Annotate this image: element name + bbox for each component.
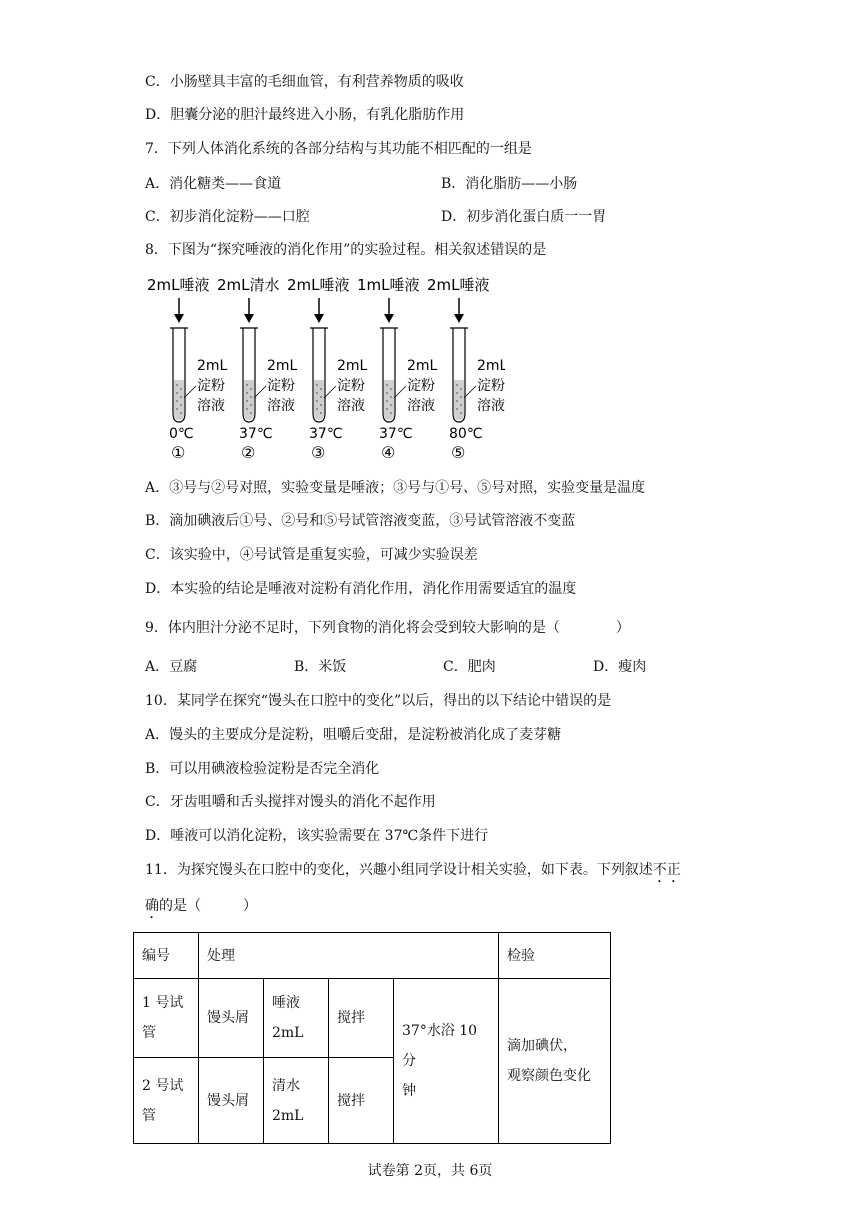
solution-dot: [390, 388, 392, 390]
solution-dot: [250, 388, 252, 390]
table-cell: 检验: [499, 933, 611, 979]
solution-dot: [246, 384, 248, 386]
option-line: C．初步消化淀粉——口腔: [145, 209, 310, 225]
solution-dot: [176, 400, 178, 402]
solution-dot: [176, 392, 178, 394]
option-line: D．本实验的结论是唾液对淀粉有消化作用，消化作用需要适宜的温度: [145, 581, 577, 597]
solution-dot: [246, 408, 248, 410]
tube-side-label: 淀粉: [197, 378, 225, 394]
solution-dot: [180, 396, 182, 398]
cell-line: 1 号试: [142, 995, 184, 1011]
table-row: [134, 979, 611, 1058]
option-line: B．滴加碘液后①号、②号和⑤号试管溶液变蓝，③号试管溶液不变蓝: [145, 513, 576, 529]
table-cell: 搅拌: [329, 1058, 394, 1144]
table-cell: 馒头屑: [199, 1058, 264, 1144]
label-pointer: [184, 386, 196, 398]
emphasis-text: 不正: [652, 862, 681, 878]
solution-dot: [390, 412, 392, 414]
arrow-head: [174, 314, 184, 323]
tube-side-label: 2mL: [407, 358, 438, 374]
tube-top-label: 2mL唾液: [287, 276, 350, 294]
cell-line: 管: [142, 1025, 156, 1041]
question-11-text: 11．为探究馒头在口腔中的变化，兴趣小组同学设计相关实验，如下表。下列叙述: [145, 862, 653, 878]
test-tubes-diagram: [145, 268, 505, 468]
tube-side-label: 溶液: [267, 398, 295, 414]
tube-temperature: 0℃: [169, 426, 194, 442]
table-cell: [134, 979, 199, 1058]
cell-line: 唾液: [272, 995, 300, 1011]
cell-line: 37°水浴 10 分: [402, 1023, 478, 1069]
solution-dot: [456, 400, 458, 402]
cell-line: 钟: [402, 1083, 416, 1099]
label-pointer: [394, 386, 406, 398]
solution-dot: [390, 404, 392, 406]
solution-dot: [386, 400, 388, 402]
solution-dot: [390, 396, 392, 398]
question-9: 9．体内胆汁分泌不足时，下列食物的消化将会受到较大影响的是（ ）: [145, 620, 630, 636]
tube-side-label: 溶液: [197, 398, 225, 414]
solution-dot: [316, 384, 318, 386]
solution-dot: [460, 396, 462, 398]
label-pointer: [464, 386, 476, 398]
option-line: C．牙齿咀嚼和舌头搅拌对馒头的消化不起作用: [145, 794, 436, 810]
tube-number: ④: [381, 443, 396, 462]
cell-line: 2 号试: [142, 1077, 184, 1094]
cell-line: 管: [142, 1107, 156, 1124]
solution-dot: [460, 388, 462, 390]
solution-dot: [320, 396, 322, 398]
cell-line: 滴加碘伏，: [507, 1038, 577, 1054]
arrow-head: [384, 314, 394, 323]
arrow-head: [454, 314, 464, 323]
solution-dot: [320, 404, 322, 406]
tube-number: ②: [241, 443, 256, 462]
tube-side-label: 2mL: [267, 358, 298, 374]
tube-number: ③: [311, 443, 326, 462]
tube-side-label: 溶液: [477, 398, 505, 414]
tube-side-label: 2mL: [337, 358, 368, 374]
option-line: C．小肠壁具丰富的毛细血管，有利营养物质的吸收: [145, 74, 464, 90]
tube-top-label: 2mL唾液: [147, 276, 210, 294]
question-11-cont: [145, 896, 257, 922]
option-line: D．胆囊分泌的胆汁最终进入小肠，有乳化脂肪作用: [145, 107, 465, 123]
label-pointer: [324, 386, 336, 398]
solution-dot: [180, 388, 182, 390]
solution-dot: [320, 388, 322, 390]
arrow-head: [314, 314, 324, 323]
solution-dot: [320, 412, 322, 414]
question-11-text: 的是（ ）: [159, 898, 257, 914]
table-cell: 编号: [134, 933, 199, 979]
starch-solution: [384, 380, 394, 420]
table-cell: [264, 1058, 329, 1144]
cell-line: 2mL: [272, 1107, 304, 1124]
table-cell: 馒头屑: [199, 979, 264, 1058]
emphasis-text: 确: [145, 898, 159, 914]
table-cell: [394, 979, 499, 1144]
starch-solution: [244, 380, 254, 420]
cell-line: 2mL: [272, 1025, 304, 1041]
solution-dot: [316, 392, 318, 394]
solution-dot: [386, 384, 388, 386]
cell-line: 观察颜色变化: [507, 1068, 591, 1084]
option-line: A．③号与②号对照，实验变量是唾液；③号与①号、⑤号对照，实验变量是温度: [145, 480, 646, 496]
solution-dot: [176, 384, 178, 386]
starch-solution: [454, 380, 464, 420]
solution-dot: [246, 400, 248, 402]
option-line: D．唾液可以消化淀粉，该实验需要在 37℃条件下进行: [145, 828, 489, 844]
tube-side-label: 淀粉: [337, 378, 365, 394]
arrow-head: [244, 314, 254, 323]
starch-solution: [314, 380, 324, 420]
tube-temperature: 37℃: [309, 426, 343, 442]
option-line: D．瘦肉: [593, 659, 647, 675]
question-11: [145, 860, 681, 886]
tube-side-label: 淀粉: [477, 378, 505, 394]
solution-dot: [316, 408, 318, 410]
tube-temperature: 37℃: [239, 426, 273, 442]
option-line: C．肥肉: [443, 659, 496, 675]
tube-side-label: 淀粉: [267, 378, 295, 394]
option-line: A．消化糖类——食道: [145, 176, 282, 192]
solution-dot: [176, 408, 178, 410]
tube-side-label: 溶液: [337, 398, 365, 414]
tube-temperature: 37℃: [379, 426, 413, 442]
tube-top-label: 2mL唾液: [427, 276, 490, 294]
solution-dot: [180, 404, 182, 406]
experiment-table: [133, 932, 611, 1144]
solution-dot: [386, 408, 388, 410]
tube-number: ⑤: [451, 443, 466, 462]
label-pointer: [254, 386, 266, 398]
solution-dot: [456, 392, 458, 394]
tube-temperature: 80℃: [449, 426, 483, 442]
table-row: [134, 933, 611, 979]
tube-top-label: 2mL清水: [217, 276, 280, 294]
tube-side-label: 2mL: [477, 358, 505, 374]
tube-side-label: 溶液: [407, 398, 435, 414]
tube-side-label: 淀粉: [407, 378, 435, 394]
solution-dot: [460, 404, 462, 406]
table-cell: 搅拌: [329, 979, 394, 1058]
option-line: D．初步消化蛋白质一一胃: [441, 209, 607, 225]
solution-dot: [250, 404, 252, 406]
option-line: A．豆腐: [145, 659, 198, 675]
solution-dot: [246, 392, 248, 394]
solution-dot: [250, 396, 252, 398]
table-cell: [499, 979, 611, 1144]
option-line: B．米饭: [294, 659, 347, 675]
option-line: B．可以用碘液检验淀粉是否完全消化: [145, 761, 380, 777]
cell-line: 清水: [272, 1077, 300, 1094]
question-8: 8．下图为“探究唾液的消化作用”的实验过程。相关叙述错误的是: [145, 242, 547, 258]
tube-top-label: 1mL唾液: [357, 276, 420, 294]
table-cell: 处理: [199, 933, 499, 979]
solution-dot: [456, 384, 458, 386]
option-line: C．该实验中，④号试管是重复实验，可减少实验误差: [145, 547, 478, 563]
question-10: 10．某同学在探究“馒头在口腔中的变化”以后，得出的以下结论中错误的是: [145, 693, 612, 709]
table-cell: [264, 979, 329, 1058]
tube-side-label: 2mL: [197, 358, 228, 374]
question-7: 7．下列人体消化系统的各部分结构与其功能不相匹配的一组是: [145, 141, 532, 157]
option-line: B．消化脂肪——小肠: [441, 176, 578, 192]
solution-dot: [316, 400, 318, 402]
table-cell: [134, 1058, 199, 1144]
solution-dot: [456, 408, 458, 410]
solution-dot: [180, 412, 182, 414]
page-footer: 试卷第 2页，共 6页: [367, 1163, 493, 1179]
experiment-figure: [145, 268, 505, 468]
solution-dot: [386, 392, 388, 394]
tube-number: ①: [171, 443, 186, 462]
option-line: A．馒头的主要成分是淀粉，咀嚼后变甜，是淀粉被消化成了麦芽糖: [145, 727, 562, 743]
starch-solution: [174, 380, 184, 420]
solution-dot: [460, 412, 462, 414]
solution-dot: [250, 412, 252, 414]
